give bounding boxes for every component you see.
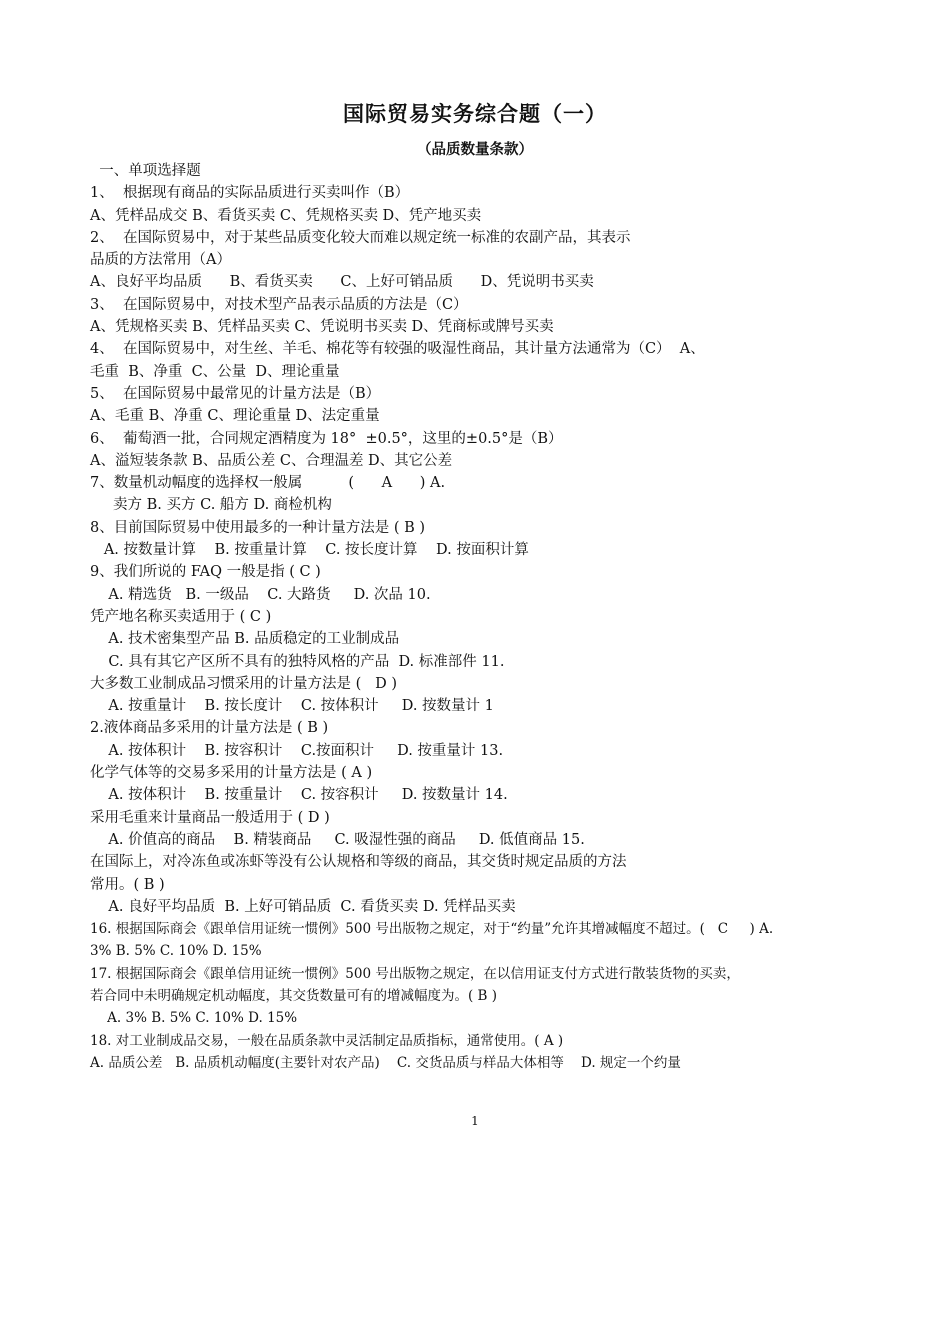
text-line: A. 按重量计 B. 按长度计 C. 按体积计 D. 按数量计 1 (90, 698, 494, 715)
text-line: 5、 在国际贸易中最常见的计量方法是（B） (90, 385, 381, 402)
text-line: A. 精选货 B. 一级品 C. 大路货 D. 次品 10. (90, 586, 431, 603)
document-subtitle: （品质数量条款） (417, 142, 533, 158)
text-line: A. 品质公差 B. 品质机动幅度(主要针对农产品) C. 交货品质与样品大体相等 D. 规定一个约量 (90, 1054, 681, 1071)
text-line: 9、我们所说的 FAQ 一般是指 ( C ) (90, 564, 321, 581)
text-line: A、凭样品成交 B、看货买卖 C、凭规格买卖 D、凭产地买卖 (90, 207, 482, 224)
text-line: 化学气体等的交易多采用的计量方法是 ( A ) (90, 765, 373, 782)
text-line: 凭产地名称买卖适用于 ( C ) (90, 608, 272, 625)
text-line: 16. 根据国际商会《跟单信用证统一惯例》500 号出版物之规定，对于“约量”允许其增减幅度不超过。( C ) A. (90, 921, 774, 938)
text-line: 4、 在国际贸易中，对生丝、羊毛、棉花等有较强的吸湿性商品，其计量方法通常为（C） A、 (90, 341, 705, 358)
text-line: A、毛重 B、净重 C、理论重量 D、法定重量 (90, 408, 380, 425)
text-line: A. 技术密集型产品 B. 品质稳定的工业制成品 (90, 631, 400, 648)
text-line: A. 按数量计算 B. 按重量计算 C. 按长度计算 D. 按面积计算 (90, 542, 529, 559)
text-line: 在国际上，对冷冻鱼或冻虾等没有公认规格和等级的商品，其交货时规定品质的方法 (90, 854, 627, 871)
text-line: 大多数工业制成品习惯采用的计量方法是 ( D ) (90, 675, 397, 692)
text-line: 毛重 B、净重 C、公量 D、理论重量 (90, 363, 340, 380)
text-line: 常用。( B ) (90, 876, 165, 893)
text-line: 若合同中未明确规定机动幅度，其交货数量可有的增减幅度为。( B ) (90, 987, 498, 1004)
text-line: 采用毛重来计量商品一般适用于 ( D ) (90, 809, 330, 826)
text-line: 17. 根据国际商会《跟单信用证统一惯例》500 号出版物之规定，在以信用证支付方式进行散装货物的买卖， (90, 965, 740, 982)
text-line: 品质的方法常用（A） (90, 252, 231, 269)
text-line: A. 3% B. 5% C. 10% D. 15% (90, 1010, 298, 1027)
page-number: 1 (471, 1114, 479, 1128)
text-line: A. 按体积计 B. 按容积计 C.按面积计 D. 按重量计 13. (90, 742, 504, 759)
text-line: 1、 根据现有商品的实际品质进行买卖叫作（B） (90, 185, 410, 202)
text-line: A. 价值高的商品 B. 精装商品 C. 吸湿性强的商品 D. 低值商品 15. (90, 831, 585, 848)
text-line: A. 良好平均品质 B. 上好可销品质 C. 看货买卖 D. 凭样品买卖 (90, 898, 516, 915)
text-line: 7、数量机动幅度的选择权一般属 ( A ) A. (90, 475, 446, 492)
text-line: 3% B. 5% C. 10% D. 15% (90, 943, 262, 960)
text-line: A、凭规格买卖 B、凭样品买卖 C、凭说明书买卖 D、凭商标或牌号买卖 (90, 319, 554, 336)
text-line: 8、目前国际贸易中使用最多的一种计量方法是 ( B ) (90, 519, 426, 536)
text-line: 2.液体商品多采用的计量方法是 ( B ) (90, 720, 329, 737)
text-line: 18. 对工业制成品交易，一般在品质条款中灵活制定品质指标，通常使用。( A ) (90, 1032, 564, 1049)
text-line: A、良好平均品质 B、看货买卖 C、上好可销品质 D、凭说明书买卖 (90, 274, 594, 291)
text-line: A、溢短装条款 B、品质公差 C、合理温差 D、其它公差 (90, 452, 453, 469)
text-line: C. 具有其它产区所不具有的独特风格的产品 D. 标准部件 11. (90, 653, 505, 670)
text-line: 6、 葡萄酒一批，合同规定酒精度为 18° ±0.5°，这里的±0.5°是（B） (90, 430, 563, 447)
document-body (90, 160, 910, 1074)
text-line: 一、单项选择题 (90, 163, 201, 179)
text-line: A. 按体积计 B. 按重量计 C. 按容积计 D. 按数量计 14. (90, 787, 508, 804)
text-line: 2、 在国际贸易中，对于某些品质变化较大而难以规定统一标准的农副产品，其表示 (90, 229, 631, 246)
document-title: 国际贸易实务综合题（一） (343, 102, 607, 126)
text-line: 3、 在国际贸易中，对技术型产品表示品质的方法是（C） (90, 296, 468, 313)
text-line: 卖方 B. 买方 C. 船方 D. 商检机构 (90, 497, 332, 514)
